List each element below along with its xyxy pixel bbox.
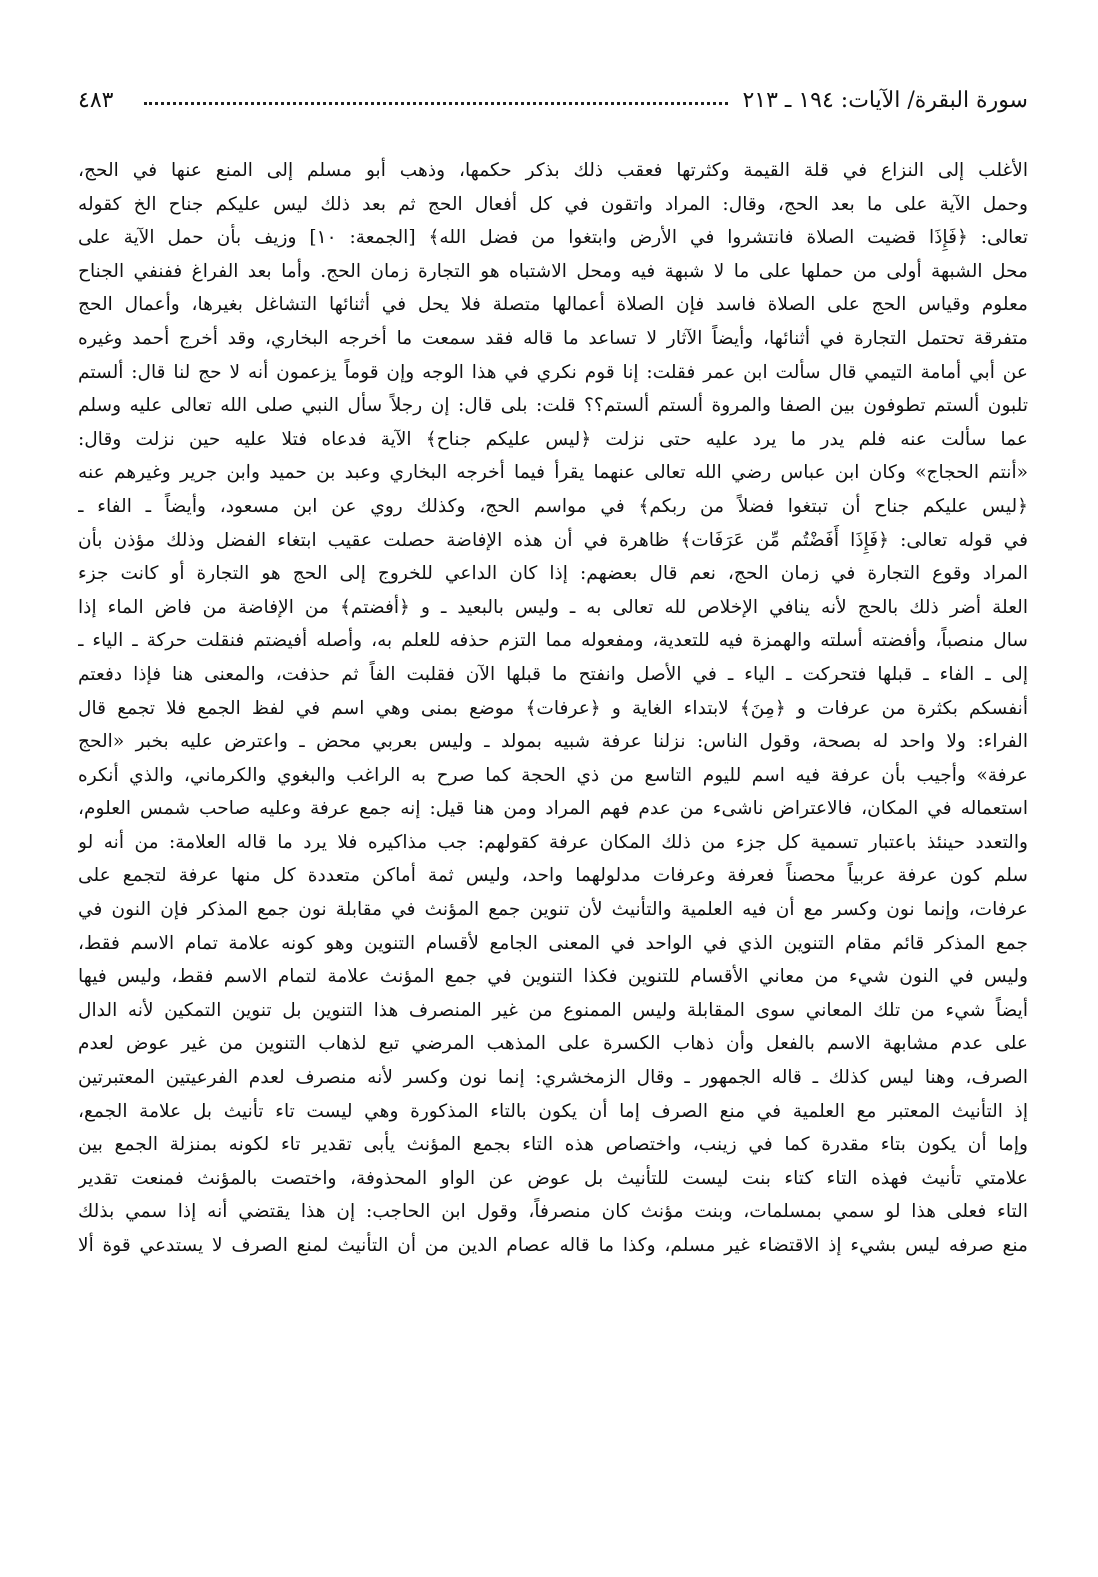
running-header [78, 84, 1028, 118]
text-line: عما سألت عنه فلم يدر ما يرد عليه حتى نزلت ﴿ليس عليكم جناح﴾ الآية فدعاه فتلا عليه حين نزلت وقال: [78, 428, 1028, 450]
text-line: تلبون ألستم تطوفون بين الصفا والمروة ألستم ألستم؟؟ قلت: بلى قال: إن رجلاً سأل النبي صلى الله تعالى عليه وسلم [78, 395, 1028, 417]
text-line: جمع المذكر قائم مقام التنوين الذي في الواحد في المعنى الجامع لأقسام التنوين وهو كونه علامة تمام الاسم فقط، [78, 932, 1028, 954]
page-number: ٤٨٣ [78, 88, 114, 113]
text-line: محل الشبهة أولى من حملها على ما لا شبهة فيه ومحل الاشتباه هو التجارة زمان الحج. وأما بعد الفراغ ففنفي الجناح [78, 260, 1028, 282]
text-line: المراد وقوع التجارة في زمان الحج، نعم قال بعضهم: إذا كان الداعي للخروج إلى الحج هو التجارة أو كانت جزء [78, 563, 1028, 585]
text-line: عرفات، وإنما نون وكسر مع أن فيه العلمية والتأنيث لأن تنوين جمع المؤنث في مقابلة نون جمع المذكر فإن النون في [78, 899, 1028, 921]
text-line: علامتي تأنيث فهذه التاء كتاء بنت ليست للتأنيث بل عوض عن الواو المحذوفة، واختصت بالمؤنث فمنعت تقدير [78, 1167, 1028, 1189]
book-page [78, 84, 1028, 1564]
header-dotted-leader [144, 102, 728, 105]
text-line: معلوم وقياس الحج على الصلاة فاسد فإن الصلاة أعمالها متصلة فلا يحل في أثنائها التشاغل بغيرها، وأعمال الحج [78, 294, 1028, 316]
text-line: على عدم مشابهة الاسم بالفعل وأن ذهاب الكسرة على المذهب المرضي تبع لذهاب التنوين من غير عوض لعدم [78, 1033, 1028, 1055]
text-line: الصرف، وهنا ليس كذلك ـ قاله الجمهور ـ وقال الزمخشري: إنما نون وكسر لأنه منصرف لعدم الفرعيتين المعتبرتين [78, 1067, 1028, 1089]
text-line: وإما أن يكون بتاء مقدرة كما في زينب، واختصاص هذه التاء بجمع المؤنث يأبى تقدير تاء لكونه بمنزلة الجمع بين [78, 1134, 1028, 1156]
text-line: في قوله تعالى: ﴿فَإِذَا أَفَضْتُم مِّن عَرَفَات﴾ ظاهرة في أن هذه الإفاضة حصلت عقيب ابتغاء الفضل وذلك مؤذن بأن [78, 529, 1028, 551]
text-line: ﴿ليس عليكم جناح أن تبتغوا فضلاً من ربكم﴾ في مواسم الحج، وكذلك روي عن ابن مسعود، وأيضاً ـ الفاء ـ [78, 495, 1028, 517]
text-line: منع صرفه ليس بشيء إذ الاقتضاء غير مسلم، وكذا ما قاله عصام الدين من أن التأنيث لمنع الصرف لا يستدعي قوة ألا [78, 1235, 1028, 1256]
text-line: أيضاً شيء من تلك المعاني سوى المقابلة وليس الممنوع من غير المنصرف هذا التنوين بل تنوين التمكين لأنه الدال [78, 999, 1028, 1021]
text-line: وليس في النون شيء من معاني الأقسام للتنوين فكذا التنوين في جمع المؤنث علامة لتمام الاسم فقط، وليس فيها [78, 966, 1028, 988]
text-line: تعالى: ﴿فَإِذَا قضيت الصلاة فانتشروا في الأرض وابتغوا من فضل الله﴾ [الجمعة: ١٠] وزيف بأن حمل الآية على [78, 227, 1028, 249]
text-line: إذ التأنيث المعتبر مع العلمية في منع الصرف إما أن يكون بالتاء المذكورة وهي ليست تاء تأنيث بل علامة الجمع، [78, 1100, 1028, 1122]
text-line: عرفة» وأجيب بأن عرفة فيه اسم لليوم التاسع من ذي الحجة كما صرح به الراغب والبغوي والكرماني، والذي أنكره [78, 764, 1028, 786]
text-line: العلة أضر ذلك بالحج لأنه ينافي الإخلاص لله تعالى به ـ وليس بالبعيد ـ و ﴿أفضتم﴾ من الإفاضة من فاض الماء إذا [78, 596, 1028, 618]
header-title: سورة البقرة/ الآيات: ١٩٤ ـ ٢١٣ [742, 88, 1028, 113]
text-line: سال منصباً، وأفضته أسلته والهمزة فيه للتعدية، ومفعوله مما التزم حذفه للعلم به، وأصله أفيضتم فنقلت حركة ـ الياء ـ [78, 630, 1028, 652]
text-line: والتعدد حينئذ باعتبار تسمية كل جزء من ذلك المكان عرفة كقولهم: جب مذاكيره فلا يرد ما قاله العلامة: من أنه لو [78, 831, 1028, 853]
text-line: أنفسكم بكثرة من عرفات و ﴿مِنَ﴾ لابتداء الغاية و ﴿عرفات﴾ موضع بمنى وهي اسم في لفظ الجمع فلا تجمع قال [78, 697, 1028, 719]
text-line: عن أبي أمامة التيمي قال سألت ابن عمر فقلت: إنا قوم نكري في هذا الوجه وإن قوماً يزعمون أنه لا حج لنا قال: ألستم [78, 361, 1028, 383]
text-line: سلم كون عرفة عربياً محصناً فعرفة وعرفات مدلولهما واحد، وليس ثمة أماكن متعددة كل منها عرفة لتجمع على [78, 865, 1028, 887]
text-line: الفراء: ولا واحد له بصحة، وقول الناس: نزلنا عرفة شبيه بمولد ـ وليس بعربي محض ـ واعترض عليه بخبر «الحج [78, 731, 1028, 753]
text-line: الأغلب إلى النزاع في قلة القيمة وكثرتها فعقب ذلك بذكر حكمها، وذهب أبو مسلم إلى المنع عنها في الحج، [78, 160, 1028, 181]
body-text [78, 154, 1028, 1263]
text-line: استعماله في المكان، فالاعتراض ناشىء من عدم فهم المراد ومن هنا قيل: إنه جمع عرفة وعليه صاحب شمس العلوم، [78, 798, 1028, 820]
text-line: التاء فعلى هذا لو سمي بمسلمات، وبنت مؤنث كان منصرفاً، وقول ابن الحاجب: إن هذا يقتضي أنه إذا سمي بذلك [78, 1201, 1028, 1223]
text-line: إلى ـ الفاء ـ قبلها فتحركت ـ الياء ـ في الأصل وانفتح ما قبلها الآن فقلبت الفاً ثم حذفت، والمعنى هنا فإذا دفعتم [78, 663, 1028, 685]
text-line: وحمل الآية على ما بعد الحج، وقال: المراد واتقون في كل أفعال الحج ثم بعد ذلك ليس عليكم جناح الخ كقوله [78, 193, 1028, 215]
text-line: «أنتم الحجاج» وكان ابن عباس رضي الله تعالى عنهما يقرأ فيما أخرجه البخاري وعبد بن حميد وابن جرير وغيرهم عنه [78, 462, 1028, 484]
text-line: متفرقة تحتمل التجارة في أثنائها، وأيضاً الآثار لا تساعد ما قاله فقد سمعت ما أخرجه البخاري، وقد أخرج أحمد وغيره [78, 327, 1028, 349]
